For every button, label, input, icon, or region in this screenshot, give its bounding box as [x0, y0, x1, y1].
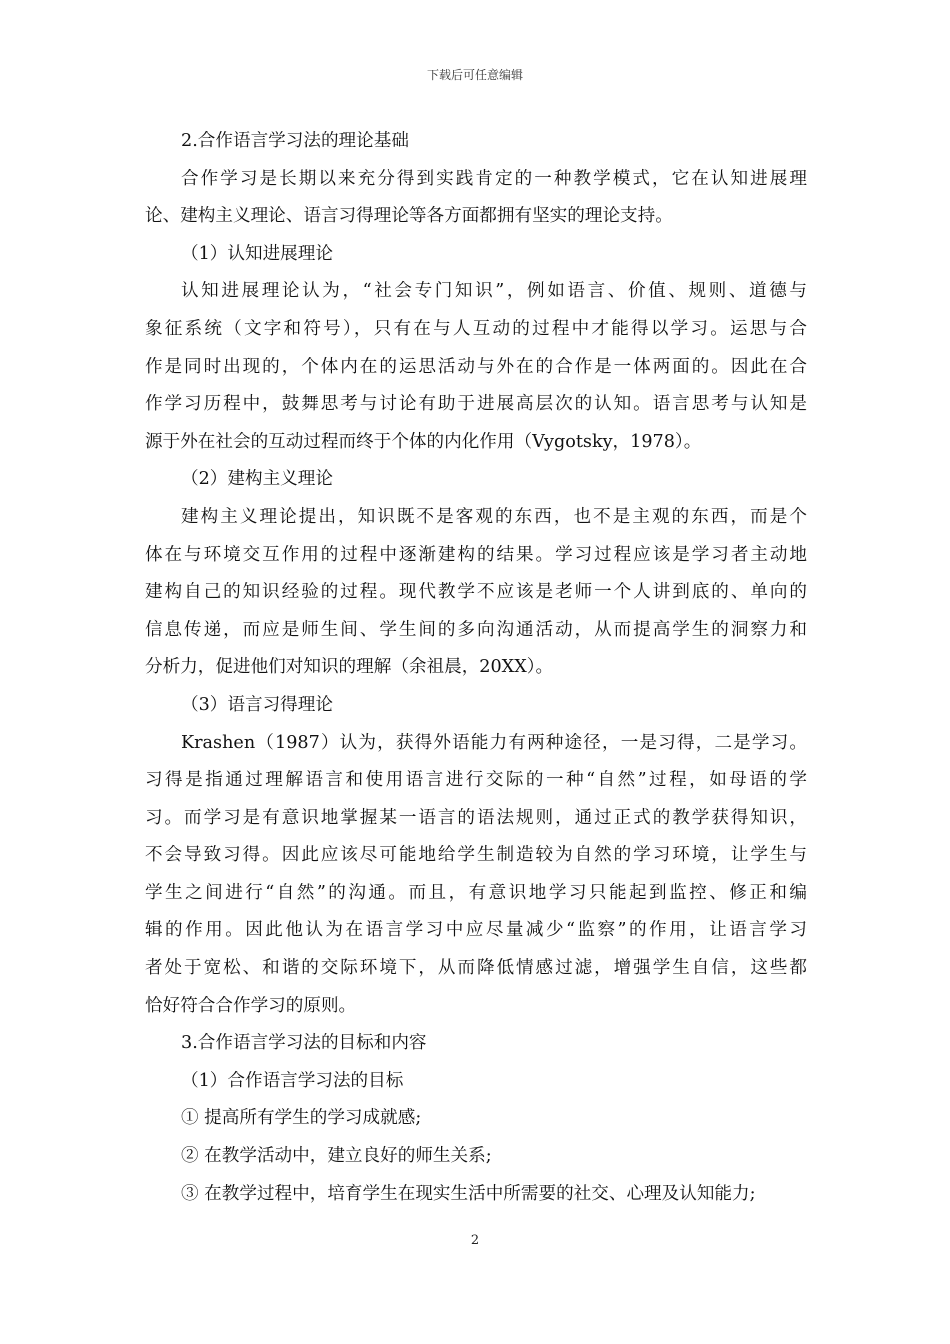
page-header: 下载后可任意编辑 — [426, 68, 523, 82]
section-heading: 3.合作语言学习法的目标和内容 — [181, 1033, 427, 1054]
paragraph-line: 象征系统（文字和符号），只有在与人互动的过程中才能得以学习。运思与合 — [145, 318, 807, 339]
list-item: ③ 在教学过程中，培育学生在现实生活中所需要的社交、心理及认知能力; — [181, 1183, 756, 1204]
paragraph-line: 论、建构主义理论、语言习得理论等各方面都拥有坚实的理论支持。 — [145, 206, 673, 227]
paragraph-line: 恰好符合合作学习的原则。 — [145, 995, 357, 1016]
subsection-heading: （1）合作语言学习法的目标 — [181, 1070, 404, 1091]
paragraph-line: 合作学习是长期以来充分得到实践肯定的一种教学模式，它在认知进展理 — [181, 168, 807, 189]
paragraph-line: 建构主义理论提出，知识既不是客观的东西，也不是主观的东西，而是个 — [181, 506, 807, 527]
paragraph-line: 作学习历程中，鼓舞思考与讨论有助于进展高层次的认知。语言思考与认知是 — [145, 394, 807, 415]
page-number: 2 — [470, 1233, 480, 1248]
subsection-heading: （2）建构主义理论 — [181, 469, 333, 490]
paragraph-line: 学生之间进行“自然”的沟通。而且，有意识地学习只能起到监控、修正和编 — [145, 882, 807, 903]
paragraph-line: 习得是指通过理解语言和使用语言进行交际的一种“自然”过程，如母语的学 — [145, 770, 807, 791]
document-body — [145, 123, 807, 1213]
paragraph-line: 分析力，促进他们对知识的理解（余祖晨，20XX）。 — [145, 657, 554, 678]
paragraph-line: 体在与环境交互作用的过程中逐渐建构的结果。学习过程应该是学习者主动地 — [145, 544, 807, 565]
paragraph-line: 者处于宽松、和谐的交际环境下，从而降低情感过滤，增强学生自信，这些都 — [145, 958, 807, 979]
paragraph-line: 建构自己的知识经验的过程。现代教学不应该是老师一个人讲到底的、单向的 — [145, 582, 807, 603]
paragraph-line: 辑的作用。因此他认为在语言学习中应尽量减少“监察”的作用，让语言学习 — [145, 920, 807, 941]
paragraph-line: 源于外在社会的互动过程而终于个体的内化作用（Vygotsky，1978）。 — [145, 431, 702, 452]
subsection-heading: （3）语言习得理论 — [181, 694, 333, 715]
list-item: ① 提高所有学生的学习成就感; — [181, 1108, 422, 1129]
section-heading: 2.合作语言学习法的理论基础 — [181, 131, 409, 151]
list-item: ② 在教学活动中，建立良好的师生关系; — [181, 1146, 492, 1167]
paragraph-line: Krashen（1987）认为，获得外语能力有两种途径，一是习得，二是学习。 — [181, 732, 807, 753]
paragraph-line: 不会导致习得。因此应该尽可能地给学生制造较为自然的学习环境，让学生与 — [145, 845, 807, 866]
paragraph-line: 作是同时出现的，个体内在的运思活动与外在的合作是一体两面的。因此在合 — [145, 356, 807, 377]
subsection-heading: （1）认知进展理论 — [181, 243, 333, 264]
paragraph-line: 信息传递，而应是师生间、学生间的多向沟通活动，从而提高学生的洞察力和 — [145, 619, 807, 640]
paragraph-line: 认知进展理论认为，“社会专门知识”，例如语言、价值、规则、道德与 — [181, 281, 807, 302]
paragraph-line: 习。而学习是有意识地掌握某一语言的语法规则，通过正式的教学获得知识， — [145, 807, 807, 828]
